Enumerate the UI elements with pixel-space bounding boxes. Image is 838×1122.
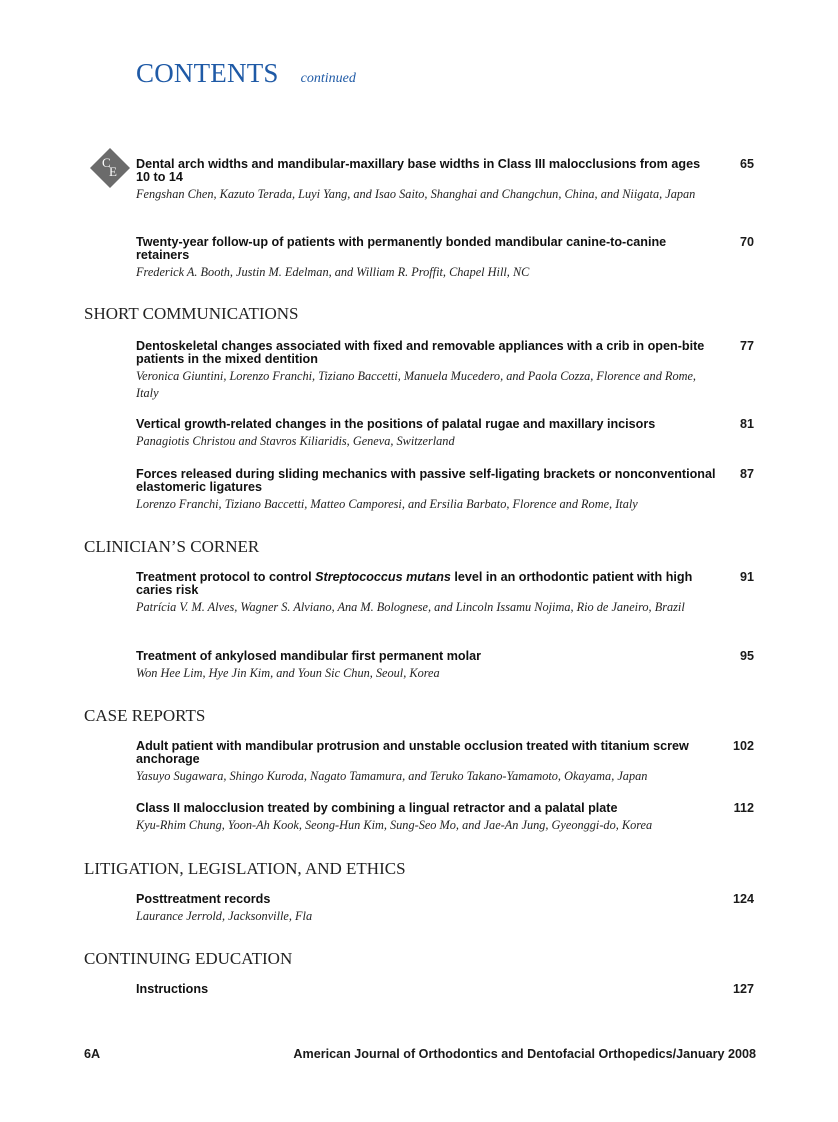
toc-entry[interactable] bbox=[136, 340, 756, 402]
page-subtitle: continued bbox=[300, 71, 356, 86]
article-authors: Laurance Jerrold, Jacksonville, Fla bbox=[136, 909, 313, 923]
footer-journal: American Journal of Orthodontics and Dentofacial Orthopedics/January 2008 bbox=[293, 1047, 756, 1061]
article-title[interactable]: Dental arch widths and mandibular-maxillary base widths in Class III malocclusions from ages 10 to 14 bbox=[136, 157, 701, 184]
article-authors: Kyu-Rhim Chung, Yoon-Ah Kook, Seong-Hun Kim, Sung-Seo Mo, and Jae-An Jung, Gyeonggi-do, Korea bbox=[136, 818, 653, 832]
section-heading: CLINICIAN’S CORNER bbox=[84, 537, 260, 556]
page-number: 95 bbox=[739, 649, 754, 663]
page-number: 127 bbox=[732, 982, 754, 996]
page-number: 70 bbox=[739, 235, 754, 249]
article-title[interactable]: Posttreatment records bbox=[136, 892, 271, 906]
article-title[interactable]: Dentoskeletal changes associated with fixed and removable appliances with a crib in open-bite patients in the mixed dentition bbox=[136, 339, 705, 366]
article-title[interactable]: Forces released during sliding mechanics with passive self-ligating brackets or nonconventional elastomeric ligatures bbox=[136, 467, 716, 494]
footer-page-label: 6A bbox=[84, 1047, 101, 1061]
page-number: 87 bbox=[739, 467, 754, 481]
section-heading: LITIGATION, LEGISLATION, AND ETHICS bbox=[84, 859, 406, 878]
page-number: 77 bbox=[739, 339, 754, 353]
article-title[interactable]: Adult patient with mandibular protrusion and unstable occlusion treated with titanium screw anchorage bbox=[136, 739, 689, 766]
page-number: 81 bbox=[739, 417, 754, 431]
title-part: Treatment protocol to control bbox=[136, 570, 316, 584]
article-authors: Frederick A. Booth, Justin M. Edelman, and William R. Proffit, Chapel Hill, NC bbox=[136, 265, 530, 279]
toc-entry[interactable] bbox=[136, 468, 756, 513]
toc-entry[interactable] bbox=[136, 236, 756, 281]
page-title: CONTENTS bbox=[136, 58, 279, 88]
article-title[interactable]: Twenty-year follow-up of patients with permanently bonded mandibular canine-to-canine retainers bbox=[136, 235, 667, 262]
article-authors: Won Hee Lim, Hye Jin Kim, and Youn Sic Chun, Seoul, Korea bbox=[136, 666, 440, 680]
toc-entry[interactable] bbox=[136, 983, 756, 996]
toc-entry[interactable] bbox=[136, 893, 756, 925]
toc-entry[interactable] bbox=[136, 571, 756, 616]
toc-entry[interactable] bbox=[136, 650, 756, 682]
svg-text:C: C bbox=[102, 155, 111, 170]
page-number: 102 bbox=[732, 739, 754, 753]
page-number: 124 bbox=[732, 892, 754, 906]
page-header bbox=[136, 58, 356, 89]
article-authors: Lorenzo Franchi, Tiziano Baccetti, Matteo Camporesi, and Ersilia Barbato, Florence and Rome, Italy bbox=[136, 497, 638, 511]
svg-text:E: E bbox=[109, 164, 117, 179]
toc-entry[interactable] bbox=[136, 158, 756, 203]
article-authors: Fengshan Chen, Kazuto Terada, Luyi Yang, and Isao Saito, Shanghai and Changchun, China, and Niigata, Japan bbox=[136, 187, 696, 201]
article-title[interactable]: Class II malocclusion treated by combining a lingual retractor and a palatal plate bbox=[136, 801, 618, 815]
toc-entry[interactable] bbox=[136, 802, 756, 834]
article-title[interactable] bbox=[136, 571, 716, 597]
page-number: 112 bbox=[733, 801, 754, 815]
article-title[interactable]: Instructions bbox=[136, 982, 209, 996]
article-authors: Patrícia V. M. Alves, Wagner S. Alviano, Ana M. Bolognese, and Lincoln Issamu Nojima, Rio de Janeiro, Brazil bbox=[136, 600, 685, 614]
toc-entry[interactable] bbox=[136, 418, 756, 450]
page-number: 91 bbox=[739, 570, 754, 584]
title-species: Streptococcus mutans bbox=[315, 570, 451, 584]
title-part: level in an orthodontic patient with high caries risk bbox=[136, 570, 693, 597]
article-authors: Yasuyo Sugawara, Shingo Kuroda, Nagato Tamamura, and Teruko Takano-Yamamoto, Okayama, Japan bbox=[136, 769, 648, 783]
section-heading: CONTINUING EDUCATION bbox=[84, 949, 293, 968]
ce-credit-icon bbox=[90, 148, 130, 188]
section-heading: SHORT COMMUNICATIONS bbox=[84, 304, 299, 323]
article-authors: Veronica Giuntini, Lorenzo Franchi, Tiziano Baccetti, Manuela Mucedero, and Paola Cozza, Florence and Rome, Italy bbox=[136, 369, 696, 400]
page-number: 65 bbox=[739, 157, 754, 171]
article-title[interactable]: Vertical growth-related changes in the positions of palatal rugae and maxillary incisors bbox=[136, 417, 656, 431]
article-authors: Panagiotis Christou and Stavros Kiliaridis, Geneva, Switzerland bbox=[136, 434, 455, 448]
article-title[interactable]: Treatment of ankylosed mandibular first permanent molar bbox=[136, 649, 482, 663]
toc-entry[interactable] bbox=[136, 740, 756, 785]
section-heading: CASE REPORTS bbox=[84, 706, 206, 725]
